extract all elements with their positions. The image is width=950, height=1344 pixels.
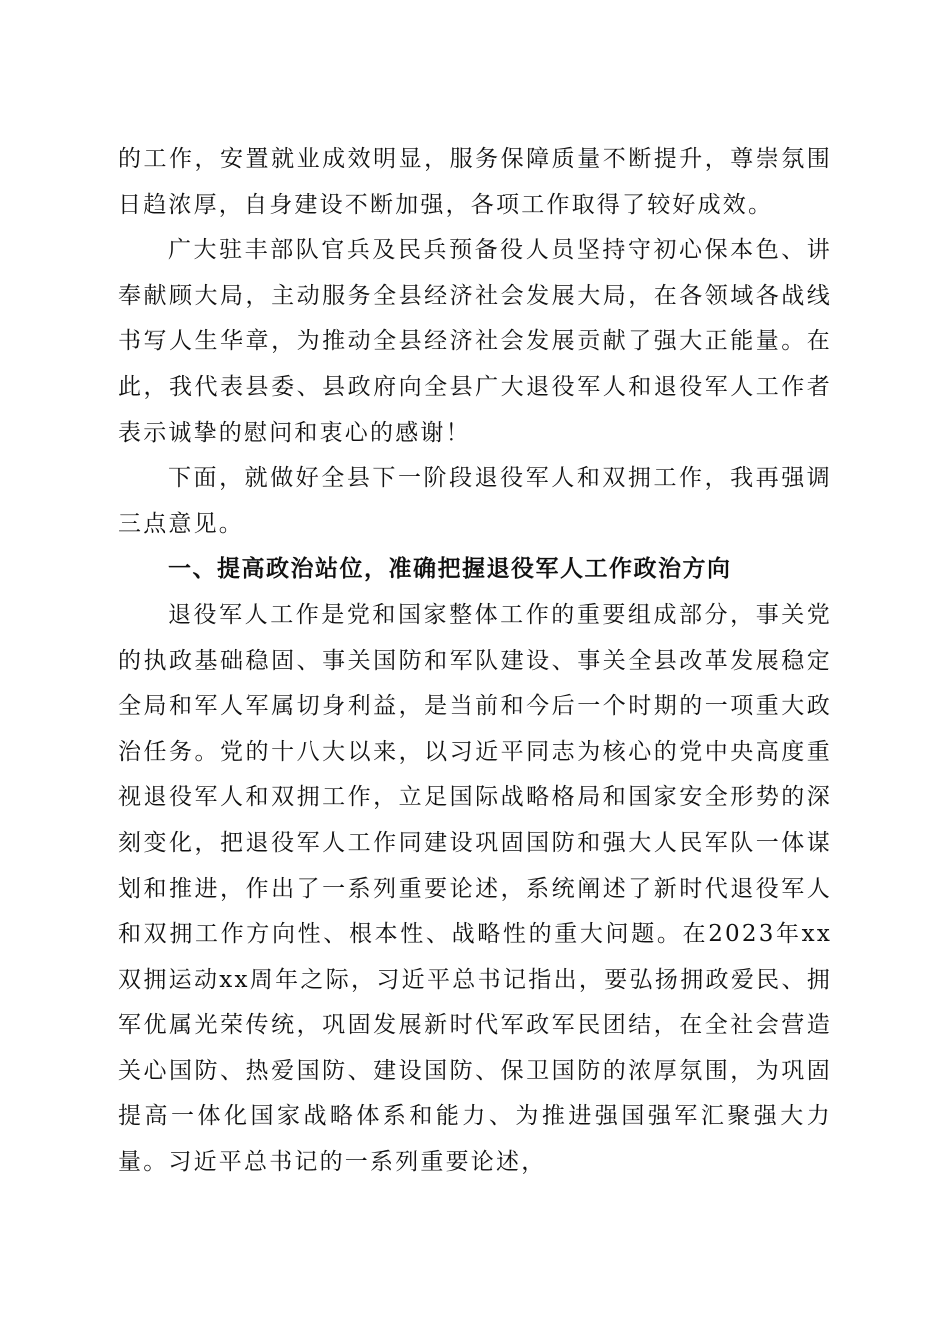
paragraph-veteran-work: 退役军人工作是党和国家整体工作的重要组成部分，事关党的执政基础稳固、事关国防和军队建设、事关全县改革发展稳定全局和军人军属切身利益，是当前和今后一个时期的一项重大政治任务。党的十八大以来，以习近平同志为核心的党中央高度重视退役军人和双拥工作，立足国际战略格局和国家安全形势的深刻变化，把退役军人工作同建设巩固国防和强大人民军队一体谋划和推进，作出了一系列重要论述，系统阐述了新时代退役军人和双拥工作方向性、根本性、战略性的重大问题。在2023年xx双拥运动xx周年之际，习近平总书记指出，要弘扬拥政爱民、拥军优属光荣传统，巩固发展新时代军政军民团结，在全社会营造关心国防、热爱国防、建设国防、保卫国防的浓厚氛围，为巩固提高一体化国家战略体系和能力、为推进强国强军汇聚强大力量。习近平总书记的一系列重要论述， (118, 601, 832, 1176)
paragraph-troops-tribute: 广大驻丰部队官兵及民兵预备役人员坚持守初心保本色、讲奉献顾大局，主动服务全县经济社会发展大局，在各领域各战线书写人生华章，为推动全县经济社会发展贡献了强大正能量。在此，我代表县委、县政府向全县广大退役军人和退役军人工作者表示诚挚的慰问和衷心的感谢！ (118, 237, 832, 446)
paragraph-intro-opinions: 下面，就做好全县下一阶段退役军人和双拥工作，我再强调三点意见。 (118, 465, 832, 537)
section-heading-1: 一、提高政治站位，准确把握退役军人工作政治方向 (168, 556, 732, 583)
paragraph-continuation: 的工作，安置就业成效明显，服务保障质量不断提升，尊崇氛围日趋浓厚，自身建设不断加强，各项工作取得了较好成效。 (118, 146, 832, 218)
